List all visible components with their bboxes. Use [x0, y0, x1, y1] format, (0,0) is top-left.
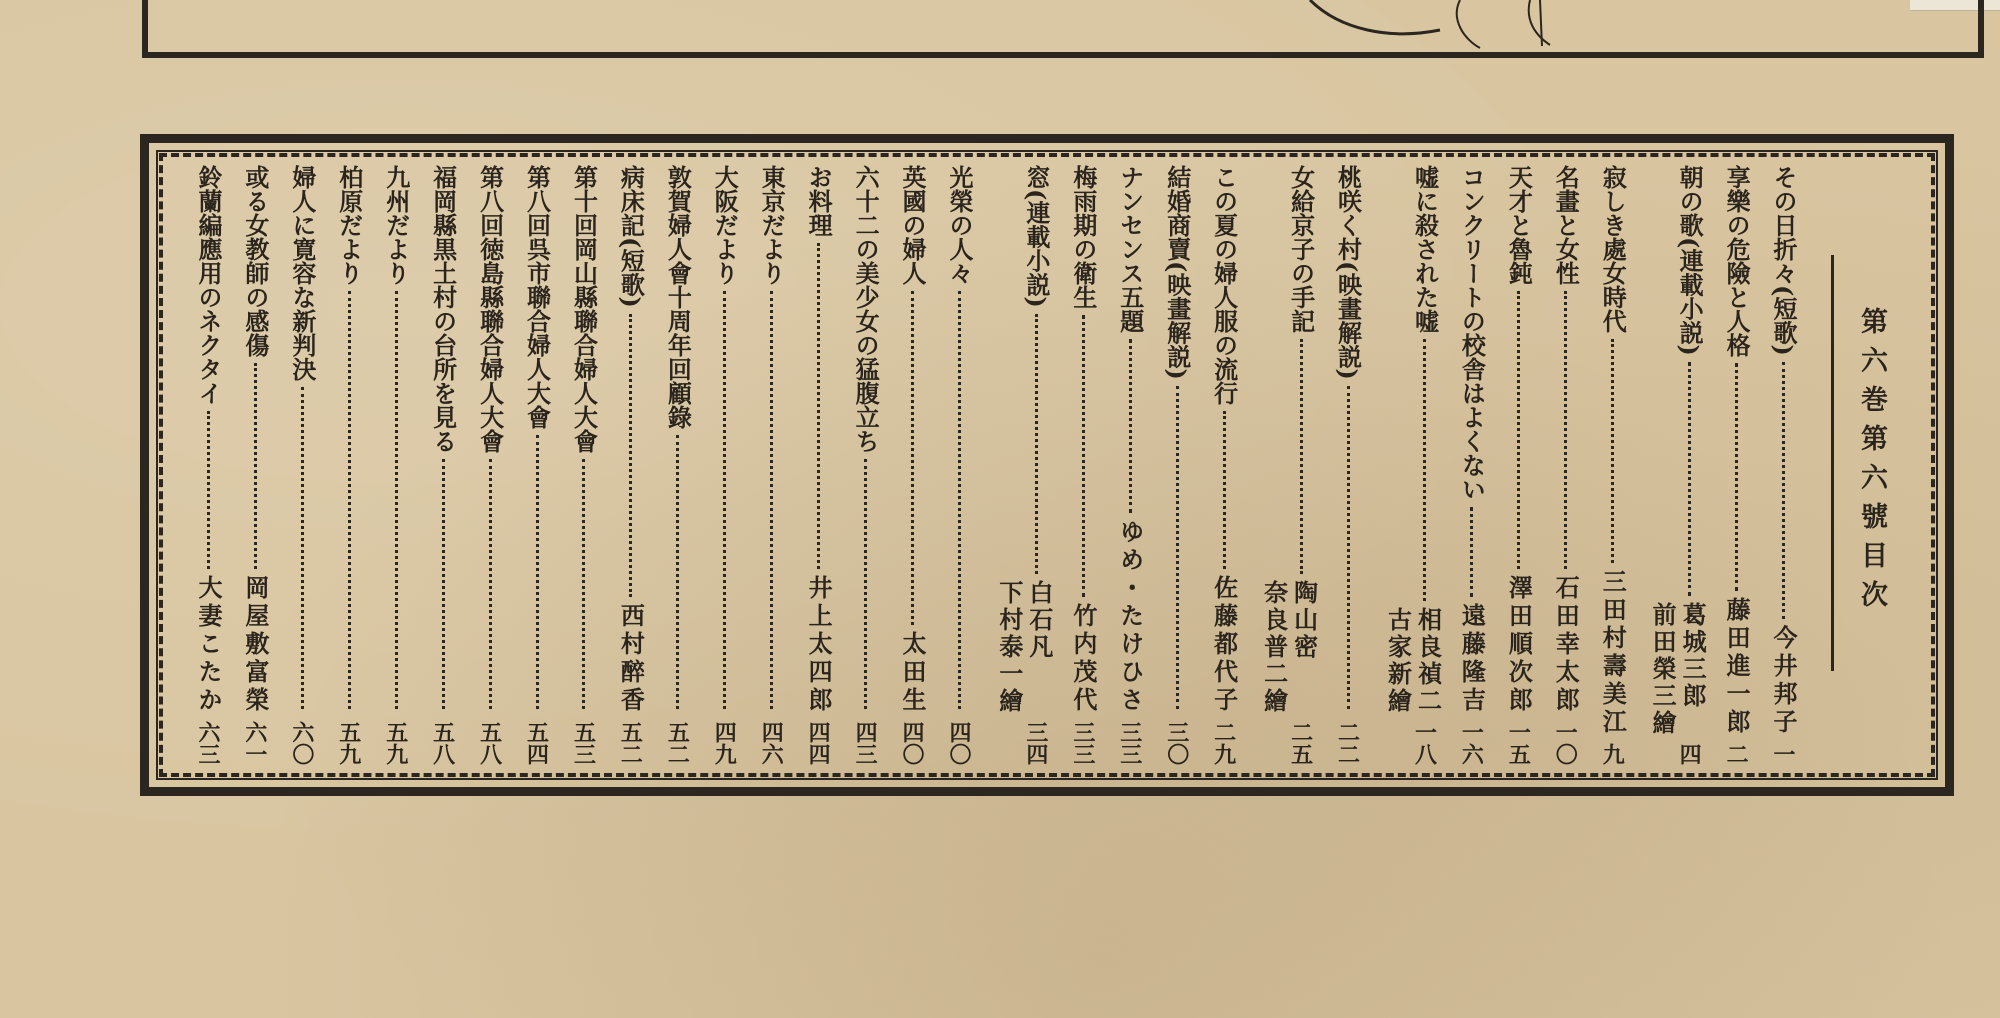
column-gap [789, 165, 800, 765]
column-gap [273, 165, 284, 765]
leader-dots [489, 459, 492, 709]
column-gap [930, 165, 941, 765]
toc-entry [894, 165, 930, 765]
leader-dots [911, 291, 914, 625]
entry-page: 五四 [523, 721, 550, 765]
column-gap [1754, 165, 1765, 765]
entry-page: 三三 [1069, 721, 1096, 765]
leader-dots [723, 291, 726, 709]
toc-entry [237, 165, 273, 765]
leader-dots [1176, 386, 1179, 709]
entry-title: 結婚商賣(映畫解説) [1162, 165, 1192, 380]
leader-dots [207, 411, 210, 569]
column-gap [555, 165, 566, 765]
entry-page: 一 [1770, 743, 1796, 765]
toc-entry [1253, 165, 1319, 765]
leader-dots [1300, 339, 1303, 574]
entry-page: 二五 [1287, 721, 1314, 765]
entry-page: 五八 [476, 721, 503, 765]
column-gap [1242, 165, 1253, 765]
toc-entry [1500, 165, 1536, 765]
toc-entry [378, 165, 414, 765]
entry-author: 三田村壽美江 [1598, 569, 1628, 737]
column-gap [367, 165, 378, 765]
entry-author: 古家新繪 [1383, 607, 1413, 715]
toc-entry [1206, 165, 1242, 765]
entry-title: 鈴蘭編應用のネクタイ [193, 165, 223, 405]
leader-dots [1347, 386, 1350, 709]
column-gap [1536, 165, 1547, 765]
column-gap [695, 165, 706, 765]
illustration-fragment [1300, 0, 1620, 50]
leader-dots [676, 435, 679, 709]
column-gap [1489, 165, 1500, 765]
column-gap [508, 165, 519, 765]
column-gap [1707, 165, 1718, 765]
entry-title: 英國の婦人 [898, 165, 927, 285]
leader-dots [864, 459, 867, 709]
column-gap [414, 165, 425, 765]
toc-entry [1159, 165, 1195, 765]
entry-title: 婦人に寛容な新判決 [287, 165, 317, 381]
entry-author: 前田榮三繪 [1648, 602, 1678, 737]
entry-page: 四六 [758, 721, 785, 765]
entry-title: 名畫と女性 [1551, 165, 1581, 285]
leader-dots [1470, 507, 1473, 597]
leader-dots [629, 314, 632, 597]
column-gap [1148, 165, 1159, 765]
entry-page: 六三 [194, 721, 221, 765]
column-gap [1319, 165, 1330, 765]
entry-title: 第八回呉市聯合婦人大會 [522, 165, 552, 429]
entry-page: 一〇 [1552, 721, 1579, 765]
entry-title: その日折々(短歌) [1769, 165, 1798, 356]
entry-page: 四四 [805, 721, 832, 765]
leader-dots [1035, 314, 1038, 574]
entry-title: 第十回岡山縣聯合婦人大會 [569, 165, 599, 453]
column-gap [461, 165, 472, 765]
entry-author: 下村泰一繪 [994, 580, 1024, 715]
toc-entry [1594, 165, 1630, 765]
toc-entry [284, 165, 320, 765]
entry-title: 病床記(短歌) [616, 165, 646, 308]
toc-entry [1765, 165, 1801, 765]
leader-dots [1782, 362, 1785, 619]
column-gap [1630, 165, 1641, 765]
toc-entry [612, 165, 648, 765]
leader-dots [1611, 339, 1614, 563]
column-gap [179, 165, 190, 765]
toc-entry [519, 165, 555, 765]
entry-page: 四〇 [945, 721, 972, 765]
entry-page: 五二 [664, 721, 691, 765]
toc-entry [988, 165, 1054, 765]
entry-authors [988, 580, 1054, 715]
entry-authors [1376, 607, 1442, 715]
entry-title: 光榮の人々 [944, 165, 974, 285]
entry-title: 第八回徳島縣聯合婦人大會 [475, 165, 505, 453]
leader-dots [254, 363, 257, 569]
entry-title: お料理 [804, 165, 834, 237]
entry-title: 東京だより [757, 165, 787, 285]
entry-author: 今井邦子 [1769, 625, 1798, 737]
entry-title: 桃咲く村(映畫解説) [1333, 165, 1363, 380]
column-gap [883, 165, 894, 765]
leader-dots [1129, 339, 1132, 513]
entry-title: 享樂の危險と人格 [1722, 165, 1752, 357]
entry-page: 二二 [1334, 721, 1361, 765]
leader-dots [582, 459, 585, 709]
entry-title: 九州だより [381, 165, 411, 285]
entry-authors [1641, 602, 1707, 737]
column-gap [836, 165, 847, 765]
entry-author: 陶山密 [1289, 580, 1319, 661]
entry-author: 石田幸太郎 [1551, 575, 1581, 715]
entry-page: 一八 [1411, 721, 1438, 765]
leader-dots [536, 435, 539, 709]
entry-author: 西村醉香 [616, 603, 646, 715]
leader-dots [770, 291, 773, 709]
entry-page: 五九 [335, 721, 362, 765]
entry-title: 敦賀婦人會十周年回顧錄 [663, 165, 693, 429]
toc-entry [1453, 165, 1489, 765]
entry-page: 二九 [1210, 721, 1237, 765]
toc-entry [565, 165, 601, 765]
entry-page: 二 [1723, 743, 1750, 765]
toc-entry [847, 165, 883, 765]
entry-title: 大阪だより [710, 165, 740, 285]
leader-dots [442, 459, 445, 709]
leader-dots [1423, 339, 1426, 601]
entry-author: 大妻こたか [193, 575, 223, 715]
entry-page: 三三 [1116, 721, 1143, 765]
entry-title: ナンセンス五題 [1115, 165, 1145, 333]
entry-title: 梅雨期の衛生 [1068, 165, 1098, 309]
entry-author: ゆめ・たけひさ [1115, 519, 1145, 715]
table-of-contents [140, 134, 1954, 796]
column-gap [1366, 165, 1377, 765]
entry-page: 六一 [241, 721, 268, 765]
column-gap [742, 165, 753, 765]
leader-dots [1517, 291, 1520, 569]
column-gap [226, 165, 237, 765]
toc-entry [472, 165, 508, 765]
column-gap [1101, 165, 1112, 765]
column-gap [1583, 165, 1594, 765]
entry-title: この夏の婦人服の流行 [1209, 165, 1239, 405]
entry-author: 竹内茂代 [1068, 603, 1098, 715]
toc-entry [1330, 165, 1366, 765]
entry-page: 五九 [382, 721, 409, 765]
entry-title: 福岡縣黒土村の台所を見る [428, 165, 458, 453]
illustration-frame [142, 0, 1984, 58]
toc-entry [706, 165, 742, 765]
leader-dots [1082, 315, 1085, 597]
entry-page: 五三 [570, 721, 597, 765]
entry-author: 岡屋敷富榮 [240, 575, 270, 715]
entry-page: 四〇 [899, 721, 925, 765]
leader-dots [1688, 362, 1691, 596]
entry-page: 三〇 [1163, 721, 1190, 765]
entry-authors [1253, 580, 1319, 715]
entry-title: 六十二の美少女の猛腹立ち [851, 165, 881, 453]
entry-page: 九 [1599, 743, 1626, 765]
entry-author: 佐藤都代子 [1209, 575, 1239, 715]
toc-entry [800, 165, 836, 765]
toc-columns [179, 165, 1917, 765]
leader-dots [348, 291, 351, 709]
toc-entry [753, 165, 789, 765]
toc-entry [190, 165, 226, 765]
leader-dots [1564, 291, 1567, 569]
entry-author: 澤田順次郎 [1504, 575, 1534, 715]
entry-title: 嘘に殺された嘘 [1410, 165, 1440, 333]
entry-page: 三四 [1022, 721, 1049, 765]
entry-author: 遠藤隆吉 [1457, 603, 1487, 715]
leader-dots [395, 291, 398, 709]
entry-title: 柏原だより [334, 165, 364, 285]
entry-author: 奈良普二繪 [1259, 580, 1289, 715]
toc-entry [1376, 165, 1442, 765]
entry-title: 或る女教師の感傷 [240, 165, 270, 357]
entry-page: 一六 [1458, 721, 1485, 765]
column-gap [1442, 165, 1453, 765]
toc-entry [941, 165, 977, 765]
leader-dots [817, 243, 820, 569]
column-gap [320, 165, 331, 765]
toc-entry [1065, 165, 1101, 765]
entry-author: 相良禎二 [1413, 607, 1443, 715]
entry-title: 女給京子の手記 [1286, 165, 1316, 333]
entry-title: 寂しき處女時代 [1598, 165, 1628, 333]
entry-page: 一五 [1505, 721, 1532, 765]
column-gap [648, 165, 659, 765]
toc-entry [1718, 165, 1754, 765]
entry-author: 太田生 [898, 631, 927, 715]
column-gap [1054, 165, 1065, 765]
column-gap [601, 165, 612, 765]
toc-entry [331, 165, 367, 765]
toc-entry [425, 165, 461, 765]
volume-title: 第六巻第六號目次 [1831, 255, 1909, 671]
toc-entry [659, 165, 695, 765]
column-gap [1195, 165, 1206, 765]
entry-title: 窓(連載小説) [1021, 165, 1051, 308]
toc-entry [1641, 165, 1707, 765]
entry-page: 四 [1676, 743, 1703, 765]
leader-dots [301, 387, 304, 709]
entry-title: コンクリートの校舎はよくない [1457, 165, 1487, 501]
leader-dots [958, 291, 961, 709]
entry-author: 白石凡 [1024, 580, 1054, 661]
entry-title: 天才と魯鈍 [1504, 165, 1534, 285]
entry-title: 朝の歌(連載小説) [1675, 165, 1705, 356]
entry-page: 六〇 [288, 721, 315, 765]
entry-page: 五二 [617, 721, 644, 765]
entry-author: 井上太四郎 [804, 575, 834, 715]
column-gap [977, 165, 988, 765]
entry-author: 藤田進一郎 [1722, 597, 1752, 737]
leader-dots [1223, 411, 1226, 569]
entry-page: 四九 [711, 721, 738, 765]
entry-page: 四三 [852, 721, 879, 765]
toc-entry [1112, 165, 1148, 765]
leader-dots [1735, 363, 1738, 591]
entry-page: 五八 [429, 721, 456, 765]
toc-entry [1547, 165, 1583, 765]
entry-author: 葛城三郎 [1678, 602, 1708, 710]
